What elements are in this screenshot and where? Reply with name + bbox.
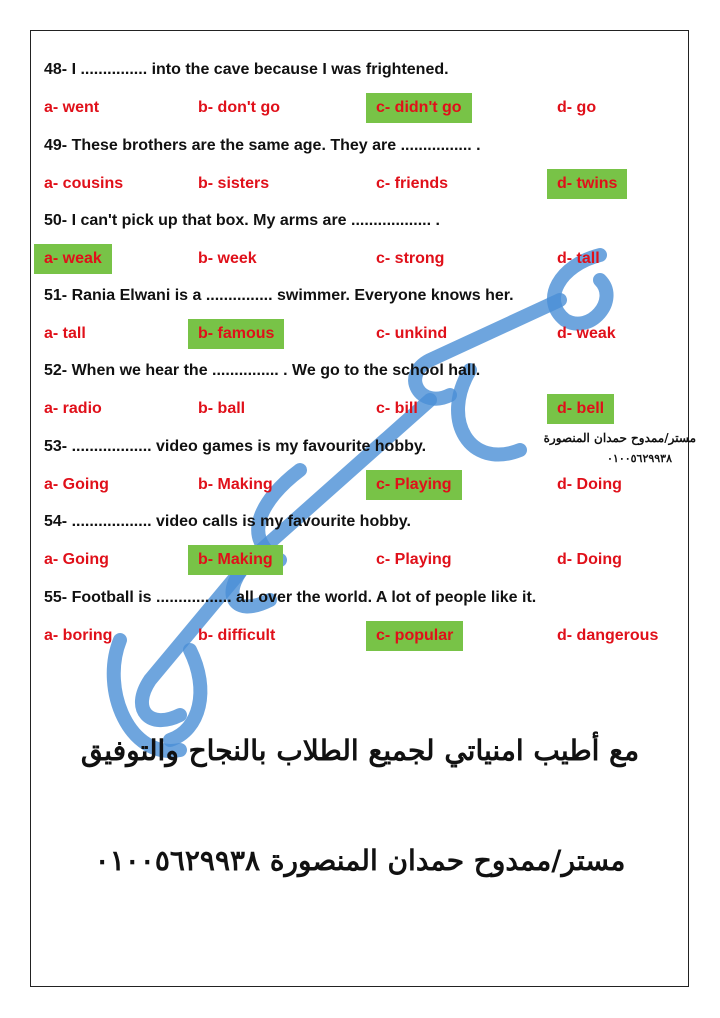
option: d- dangerous [557, 627, 659, 644]
question-53: 53- .................. video games is my favourite hobby. [44, 438, 427, 455]
option: c- friends [376, 175, 449, 192]
answer-option: a- weak [34, 244, 112, 274]
option: b- sisters [198, 175, 270, 192]
option: c- strong [376, 250, 445, 267]
option: a- radio [44, 400, 102, 417]
answer-option: c- didn't go [366, 93, 472, 123]
option: a- cousins [44, 175, 124, 192]
small-signature-name: مستر/ممدوح حمدان المنصورة [543, 431, 696, 445]
option: c- bill [376, 400, 418, 417]
question-48: 48- I ............... into the cave because I was frightened. [44, 61, 449, 78]
option: a- Going [44, 476, 109, 493]
option: d- Doing [557, 551, 622, 568]
question-54: 54- .................. video calls is my favourite hobby. [44, 513, 411, 530]
question-52: 52- When we hear the ............... . We go to the school hall. [44, 362, 481, 379]
answer-option: b- Making [188, 545, 283, 575]
answer-option: c- popular [366, 621, 463, 651]
signature: مستر/ممدوح حمدان المنصورة ٠١٠٠٥٦٢٩٩٣٨ [94, 844, 626, 877]
closing-wish: مع أطيب امنياتي لجميع الطلاب بالنجاح والتوفيق [80, 734, 640, 767]
option: d- go [557, 99, 597, 116]
answer-option: c- Playing [366, 470, 462, 500]
question-55: 55- Football is ................. all over the world. A lot of people like it. [44, 589, 537, 606]
option: d- Doing [557, 476, 622, 493]
small-signature-phone: ٠١٠٠٥٦٢٩٩٣٨ [607, 452, 672, 465]
option: b- Making [198, 476, 273, 493]
question-51: 51- Rania Elwani is a ............... swimmer. Everyone knows her. [44, 287, 514, 304]
option: c- unkind [376, 325, 448, 342]
answer-option: d- twins [547, 169, 627, 199]
option: a- Going [44, 551, 109, 568]
option: a- boring [44, 627, 113, 644]
option: b- difficult [198, 627, 276, 644]
option: b- don't go [198, 99, 280, 116]
option: b- ball [198, 400, 246, 417]
option: d- weak [557, 325, 616, 342]
option: d- tall [557, 250, 600, 267]
answer-option: b- famous [188, 319, 284, 349]
answer-option: d- bell [547, 394, 614, 424]
option: b- week [198, 250, 257, 267]
option: a- tall [44, 325, 86, 342]
option: c- Playing [376, 551, 452, 568]
option: a- went [44, 99, 100, 116]
question-49: 49- These brothers are the same age. They are ................ . [44, 137, 481, 154]
question-50: 50- I can't pick up that box. My arms are .................. . [44, 212, 440, 229]
